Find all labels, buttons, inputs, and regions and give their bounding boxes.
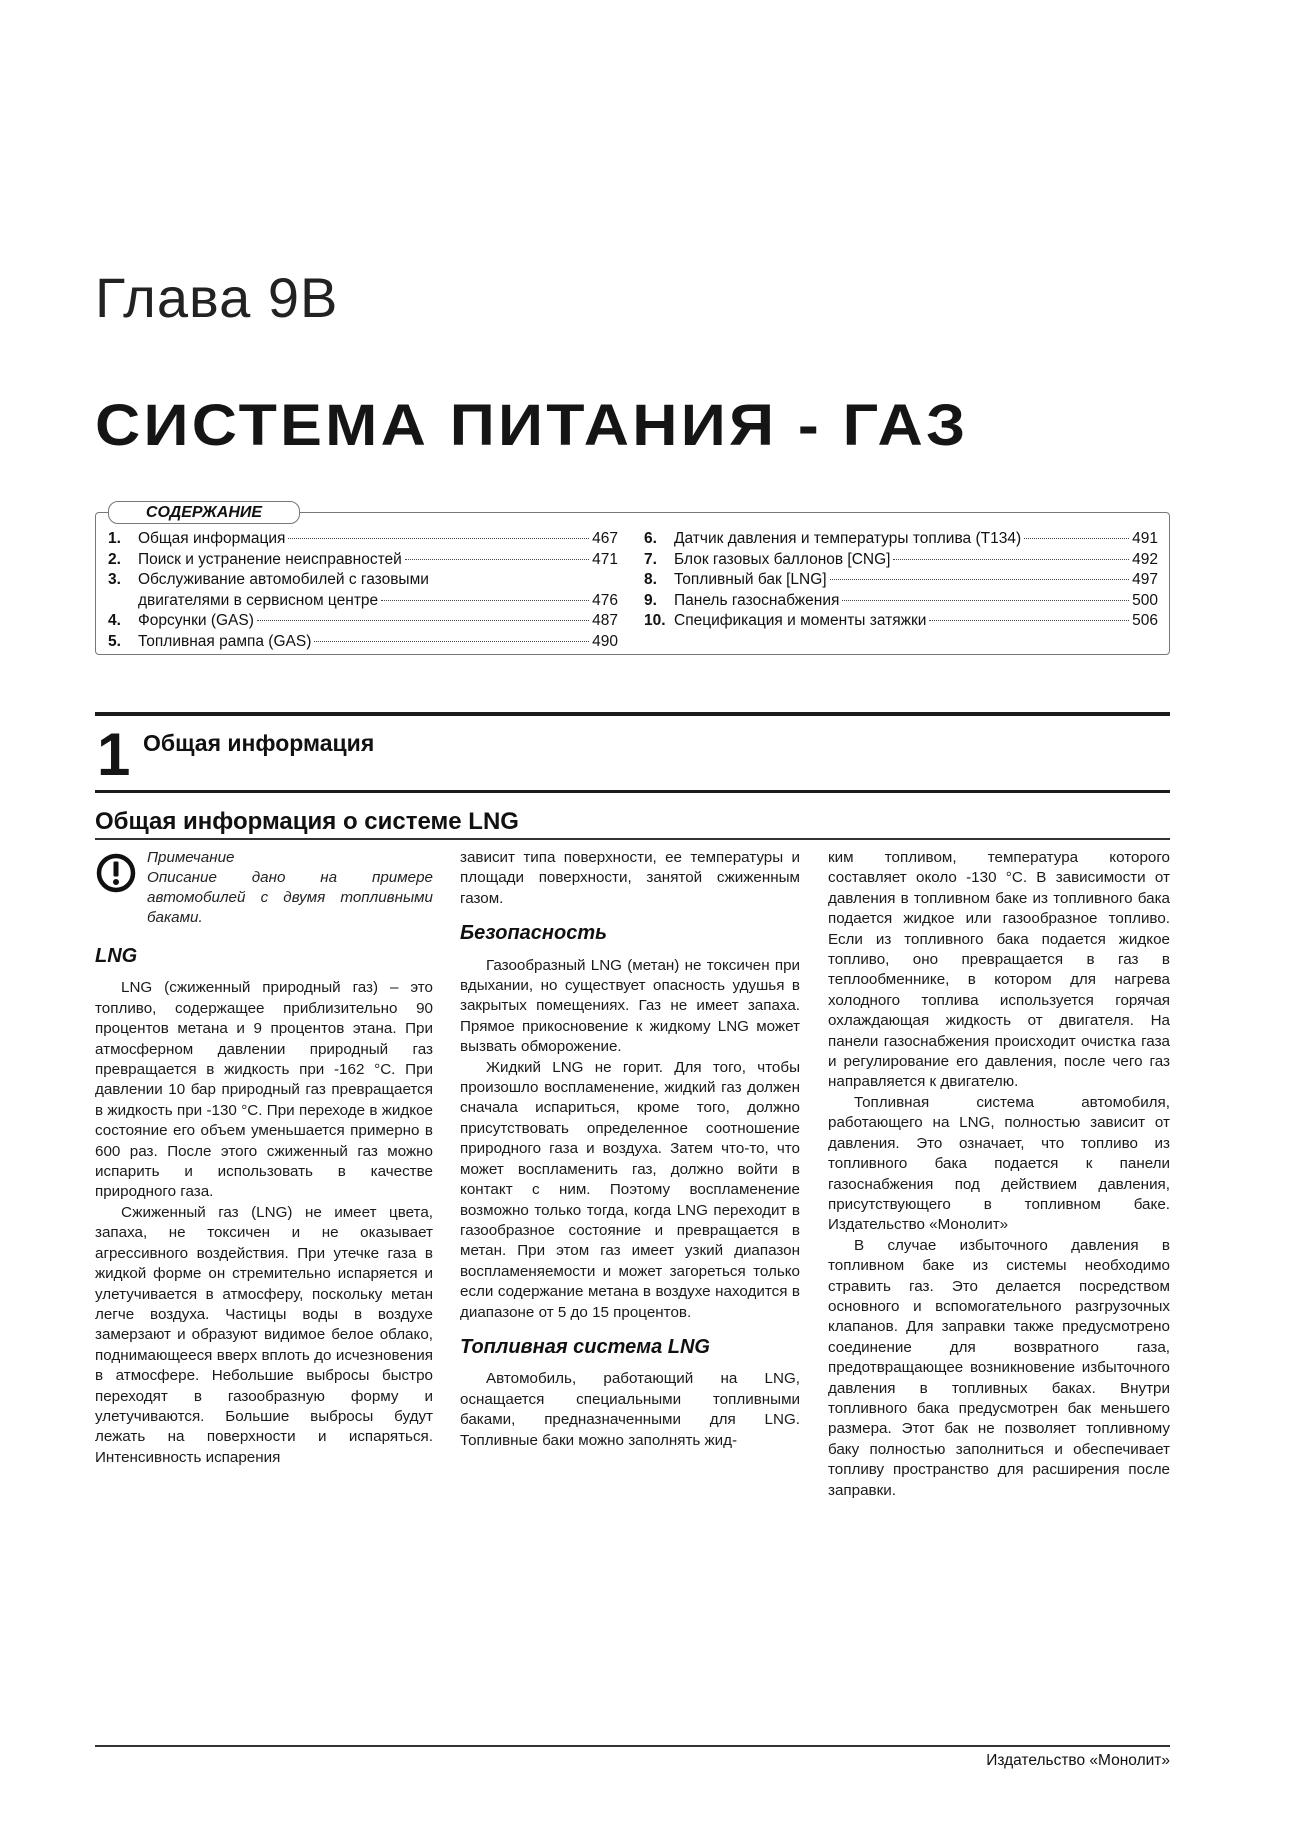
toc-item-page: 476 — [592, 591, 618, 609]
toc-item-page: 500 — [1132, 591, 1158, 609]
subsection-title: Общая информация о системе LNG — [95, 808, 519, 835]
paragraph: Жидкий LNG не горит. Для того, чтобы произошло воспламенение, жидкий газ должен сначала испариться, кроме того, должно присутствовать определенное соотношение природного газа и воздуха. Затем что-то, что может воспламенить газ, должно войти в контакт с ним. Поэтому воспламенение возможно только тогда, когда LNG переходит в газообразное состояние и превращается в метан. При этом газ имеет узкий диапазон воспламеняемости и может загореться только если содержание метана в воздухе находится в диапазоне от 5 до 15 процентов. — [460, 1058, 800, 1321]
footer-rule — [95, 1745, 1170, 1747]
toc-item[interactable] — [108, 550, 618, 571]
toc-item-number: 1. — [108, 530, 121, 547]
subheading-safety: Безопасность — [460, 922, 607, 945]
toc-item-page: 497 — [1132, 571, 1158, 588]
note-label: Примечание — [147, 849, 235, 866]
section-rule-bottom — [95, 790, 1170, 793]
paragraph: Автомобиль, работающий на LNG, оснащается специальными топливными баками, предназначенными для LNG. Топливные баки можно заполнять жид- — [460, 1370, 800, 1449]
paragraph: LNG (сжиженный природный газ) – это топливо, содержащее приблизительно 90 процентов метана и 9 процентов этана. При атмосферном давлении природный газ превращается в жидкость при -162 °C. При давлении 10 бар природный газ превращается в жидкость при -130 °C. При переходе в жидкое состояние его объем уменьшается примерно в 600 раз. После этого сжиженный газ можно испарить и использовать в качестве природного газа. — [95, 979, 433, 1201]
toc-item-page: 491 — [1132, 530, 1158, 547]
text-column-3 — [828, 848, 1170, 1501]
table-of-contents — [95, 504, 1170, 655]
toc-item-number: 10. — [644, 612, 666, 629]
toc-leader-dots — [893, 559, 1129, 560]
section-number: 1 — [97, 721, 131, 788]
toc-item[interactable] — [108, 529, 618, 550]
paragraph: Газообразный LNG (метан) не токсичен при вдыхании, но существует опасность удушья в закрытых помещениях. Газ не имеет запаха. Прямое прикосновение к жидкому LNG может вызвать обморожение. — [460, 956, 800, 1056]
toc-item-title: Общая информация — [138, 530, 286, 547]
toc-item-title: Блок газовых баллонов [CNG] — [674, 550, 891, 568]
toc-item-title: Топливная рампа (GAS) — [138, 632, 312, 650]
toc-column-right — [644, 529, 1158, 632]
toc-item-title: Спецификация и моменты затяжки — [674, 612, 927, 629]
toc-item-page: 492 — [1132, 550, 1158, 568]
toc-item-title: Поиск и устранение неисправностей — [138, 550, 402, 568]
toc-item[interactable] — [644, 570, 1158, 591]
note-text: Описание дано на примере автомобилей с двумя топливными баками. — [147, 869, 433, 926]
toc-item-number: 5. — [108, 632, 121, 650]
toc-item-title: Обслуживание автомобилей с газовыми — [138, 571, 429, 588]
toc-column-left — [108, 529, 618, 652]
section-rule-top — [95, 712, 1170, 716]
toc-item-page: 490 — [592, 632, 618, 650]
toc-item-page: 506 — [1132, 612, 1158, 629]
toc-item-title: Панель газоснабжения — [674, 591, 840, 609]
paragraph: ким топливом, температура которого составляет около -130 °C. В зависимости от давления в топливном баке из топливного бака подается жидкое или газообразное топливо. Если из топливного бака подается жидкое топливо, оно превращается в газ в теплообменнике, в котором для нагрева холодного топлива используется горячая охлаждающая жидкость от двигателя. На панели газоснабжения происходит очистка газа и регулирование его давления, после чего газ направляется к двигателю. — [828, 849, 1170, 1091]
exclamation-icon — [95, 852, 137, 894]
text-column-2 — [460, 848, 800, 1451]
toc-item[interactable] — [108, 632, 618, 653]
toc-item-number: 4. — [108, 612, 121, 629]
toc-item-number: 6. — [644, 530, 657, 547]
note-block — [95, 848, 433, 928]
subsection-rule — [95, 838, 1170, 840]
paragraph: зависит типа поверхности, ее температуры и площади поверхности, занятой сжиженным газом. — [460, 849, 800, 907]
toc-item-number: 7. — [644, 550, 657, 568]
toc-item-title: Датчик давления и температуры топлива (T134) — [674, 530, 1022, 547]
toc-leader-dots — [257, 620, 589, 621]
toc-leader-dots — [842, 600, 1129, 601]
toc-item[interactable] — [644, 611, 1158, 632]
toc-item-number: 2. — [108, 550, 121, 568]
chapter-label: Глава 9В — [95, 266, 339, 329]
toc-item-number: 9. — [644, 591, 657, 609]
toc-leader-dots — [381, 600, 589, 601]
toc-item-page: 467 — [592, 530, 618, 547]
toc-item-page: 471 — [592, 550, 618, 568]
chapter-title: СИСТЕМА ПИТАНИЯ - ГАЗ — [95, 393, 969, 458]
toc-leader-dots — [314, 641, 589, 642]
section-title: Общая информация — [143, 730, 375, 756]
toc-item-number: 8. — [644, 571, 657, 588]
toc-item-title: Топливный бак [LNG] — [674, 571, 827, 588]
paragraph: В случае избыточного давления в топливном баке из системы необходимо стравить газ. Это делается посредством основного и вспомогательного разгрузочных клапанов. Для заправки также предусмотрено соединение для возвратного газа, предотвращающее возникновение избыточного давления в топливных баках. Внутри топливного бака предусмотрен бак меньшего размера. Этот бак не позволяет топливному баку полностью заполниться и обеспечивает топливу пространство для расширения после заправки. — [828, 1236, 1170, 1499]
subheading-lng: LNG — [95, 945, 138, 967]
publisher-footer: Издательство «Монолит» — [986, 1752, 1170, 1769]
toc-leader-dots — [929, 620, 1129, 621]
toc-leader-dots — [1024, 538, 1129, 539]
toc-item[interactable] — [108, 570, 618, 611]
text-column-1 — [95, 848, 433, 1468]
toc-item-page: 487 — [592, 612, 618, 629]
toc-item[interactable] — [644, 529, 1158, 550]
toc-heading: СОДЕРЖАНИЕ — [108, 501, 300, 524]
toc-item-title: Форсунки (GAS) — [138, 612, 254, 629]
toc-item-number: 3. — [108, 571, 121, 588]
paragraph: Топливная система автомобиля, работающего на LNG, полностью зависит от давления. Это означает, что топливо из топливного бака подается к панели газоснабжения под действием давления, присутствующего в топливном баке. Издательство «Монолит» — [828, 1093, 1170, 1234]
toc-item[interactable] — [644, 591, 1158, 612]
toc-item[interactable] — [108, 611, 618, 632]
toc-item[interactable] — [644, 550, 1158, 571]
toc-leader-dots — [830, 579, 1130, 580]
toc-item-title-cont: двигателями в сервисном центре — [138, 591, 379, 609]
toc-leader-dots — [288, 538, 589, 539]
toc-leader-dots — [405, 559, 589, 560]
paragraph: Сжиженный газ (LNG) не имеет цвета, запаха, не токсичен и не оказывает агрессивного воздействия. При утечке газа в жидкой форме он стремительно испаряется и улетучивается в атмосферу, поскольку метан легче воздуха. Частицы воды в воздухе замерзают и образуют видимое белое облако, поднимающееся вверх вплоть до исчезновения в атмосфере. Небольшие выбросы быстро переходят в газообразную форму и улетучиваются. Большие выбросы будут лежать на поверхности и испаряться. Интенсивность испарения — [95, 1203, 433, 1466]
subheading-fuel-system: Топливная система LNG — [460, 1335, 710, 1358]
